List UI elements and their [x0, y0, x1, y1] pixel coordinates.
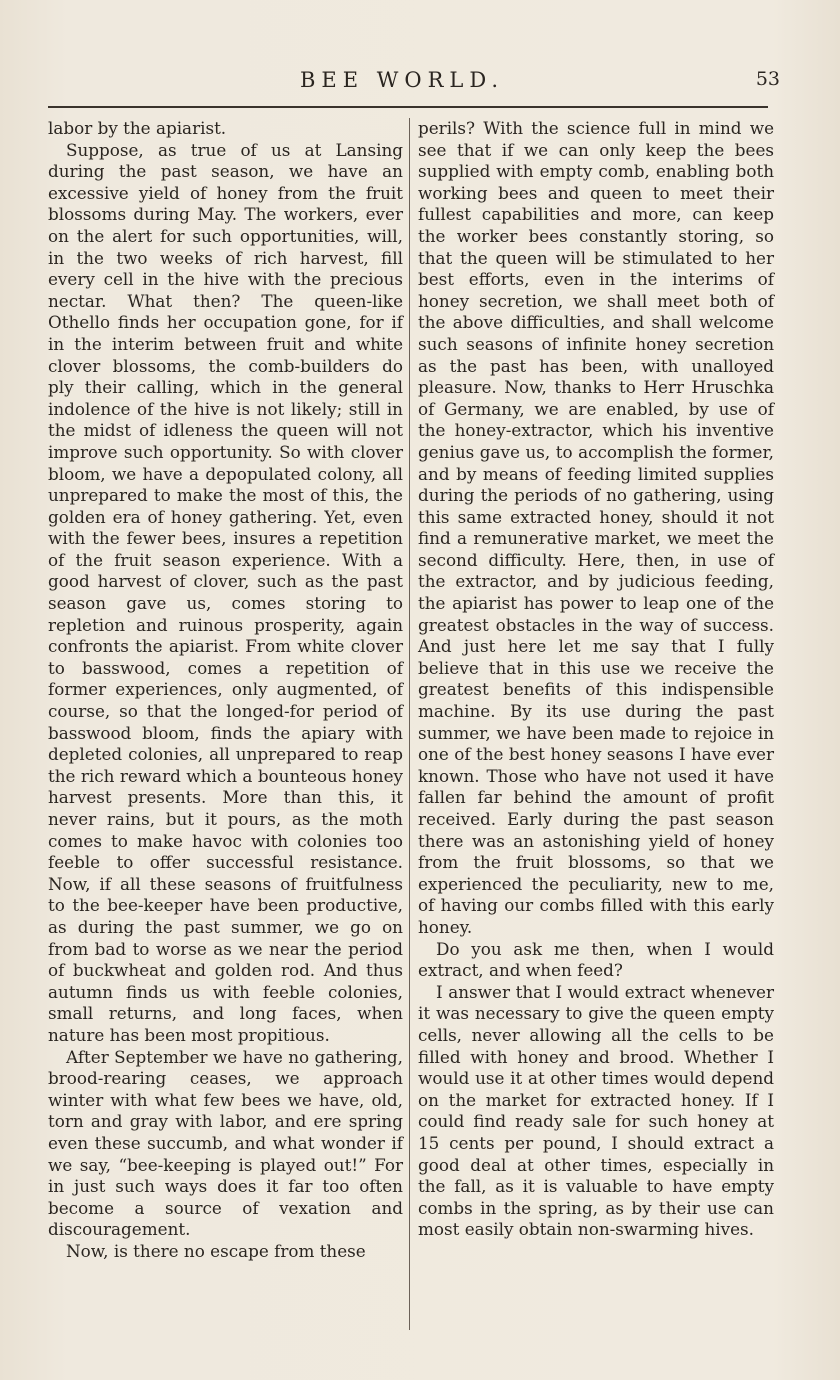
left-paragraph-1: labor by the apiarist.	[48, 118, 227, 138]
page-number: 53	[755, 68, 780, 90]
header-rule	[48, 106, 768, 108]
left-column	[48, 118, 403, 1262]
right-column	[418, 118, 774, 1241]
column-divider	[409, 118, 410, 1330]
right-paragraph-1: perils? With the science full in mind we see that if we can only keep the bees supplied with empty comb, enabling both working bees and queen to meet their fullest capabilities and more, can keep the worker bees constantly storing, so that the queen will be stimulated to her best efforts, even in the interims of honey secretion, we shall meet both of the above difficulties, and shall welcome such seasons of infinite honey secretion as the past has been, with unalloyed pleasure. Now, thanks to Herr Hruschka of Germany, we are enabled, by use of the honey-extractor, which his inventive genius gave us, to accomplish the former, and by means of feeding limited supplies during the periods of no gathering, using this same extracted honey, should it not find a remunerative market, we meet the second difficulty. Here, then, in use of the extractor, and by judicious feeding, the apiarist has power to leap one of the greatest obstacles in the way of success. And just here let me say that I fully believe that in this use we receive the greatest benefits of this indispensible machine. By its use during the past summer, we have been made to rejoice in one of the best honey seasons I have ever known. Those who have not used it have fallen far behind the amount of profit received. Early during the past season there was an astonishing yield of honey from the fruit blossoms, so that we experienced the peculiarity, new to me, of having our combs filled with this early honey.	[418, 118, 774, 937]
left-paragraph-3: After September we have no gathering, brood-rearing ceases, we approach winter with what few bees we have, old, torn and gray with labor, and ere spring even these succumb, and what wonder if we say, “bee-keeping is played out!” For in just such ways does it far too often become a source of vexation and discouragement.	[48, 1046, 403, 1240]
running-head: BEE WORLD.	[300, 68, 505, 92]
left-paragraph-2: Suppose, as true of us at Lansing during the past season, we have an excessive yield of honey from the fruit blossoms during May. The workers, ever on the alert for such opportunities, will, in the two weeks of rich harvest, fill every cell in the hive with the precious nectar. What then? The queen-like Othello finds her occupation gone, for if in the interim between fruit and white clover blossoms, the comb-builders do ply their calling, which in the general indolence of the hive is not likely; still in the midst of idleness the queen will not improve such opportunity. So with clover bloom, we have a depopulated colony, all unprepared to make the most of this, the golden era of honey gathering. Yet, even with the fewer bees, insures a repetition of the fruit season experience. With a good harvest of clover, such as the past season gave us, comes storing to repletion and ruinous prosperity, again confronts the apiarist. From white clover to basswood, comes a repetition of former experiences, only augmented, of course, so that the longed-for period of basswood bloom, finds the apiary with depleted colonies, all unprepared to reap the rich reward which a bounteous honey harvest presents. More than this, it never rains, but it pours, as the moth comes to make havoc with colonies too feeble to offer successful resistance. Now, if all these seasons of fruitfulness to the bee-keeper have been productive, as during the past summer, we go on from bad to worse as we near the period of buckwheat and golden rod. And thus autumn finds us with feeble colonies, small returns, and long faces, when nature has been most propitious.	[48, 139, 403, 1045]
right-paragraph-3: I answer that I would extract whenever it was necessary to give the queen empty cells, never allowing all the cells to be filled with honey and brood. Whether I would use it at other times would depend on the market for extracted honey. If I could find ready sale for such honey at 15 cents per pound, I should extract a good deal at other times, especially in the fall, as it is valuable to have empty combs in the spring, as by their use can most easily obtain non-swarming hives.	[418, 981, 774, 1240]
left-paragraph-4: Now, is there no escape from these	[66, 1240, 366, 1261]
right-paragraph-2: Do you ask me then, when I would extract, and when feed?	[418, 938, 774, 981]
